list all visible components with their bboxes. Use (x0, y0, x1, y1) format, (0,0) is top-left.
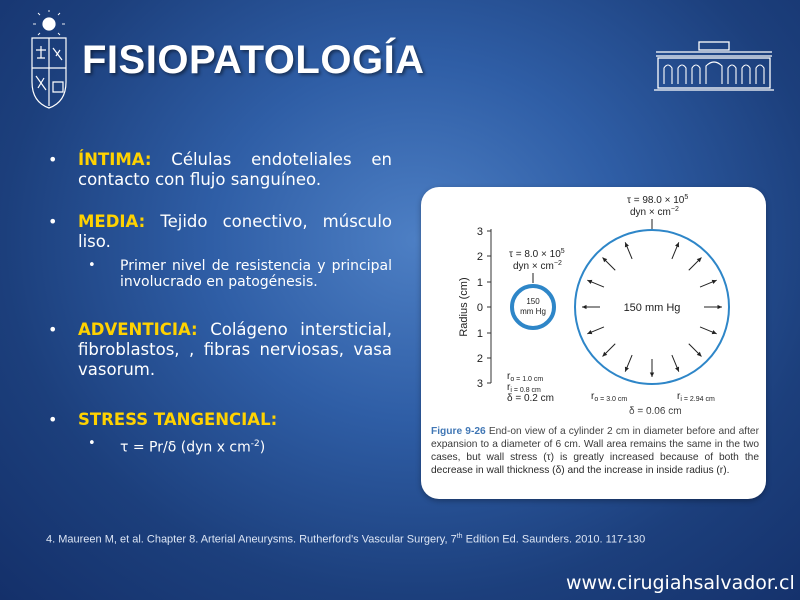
formula-exponent: -2 (250, 439, 260, 449)
bullet-keyword: ÍNTIMA: (78, 150, 152, 169)
figure-reflection (421, 410, 766, 500)
sub-bullet-resistance: • Primer nivel de resistencia y principal involucrado en patogénesis. (120, 258, 392, 290)
y-tick-label: 2 (476, 353, 483, 365)
bullet-text: Tejido conectivo, músculo liso. (78, 212, 393, 251)
large-pressure: 150 mm Hg (623, 302, 681, 314)
y-tick-label: 3 (476, 226, 483, 238)
figure-caption-text: End-on view of a cylinder 2 cm in diameter before and after expansion to a diameter of 6 cm. Wall area remains the same in the two cases, but wall stress (τ) is greatly increased because of both the decrease in wall thickness (δ) and the increase in inside radius (r). (431, 426, 759, 476)
small-tau-label: $\tau = 8.0 \times 10^5$ (509, 248, 565, 260)
pressure-arrow-head (650, 372, 654, 377)
cylinder-diagram (421, 187, 766, 427)
bullet-media (46, 212, 392, 290)
y-tick-label: 3 (476, 378, 483, 390)
pressure-arrow-head (582, 305, 587, 309)
y-tick-label: 2 (476, 251, 483, 263)
bullet-intima (46, 150, 392, 190)
small-delta: δ = 0.2 cm (507, 393, 554, 404)
figure-label: Figure 9-26 (431, 426, 486, 437)
website-url: www.cirugiahsalvador.cl (566, 572, 795, 594)
y-tick-label: 0 (476, 302, 483, 314)
bullet-keyword: STRESS TANGENCIAL: (78, 410, 278, 429)
reference-citation: 4. Maureen M, et al. Chapter 8. Arterial Aneurysms. Rutherford's Vascular Surgery, 7th Edition Ed. Saunders. 2010. 117-130 (46, 533, 646, 546)
university-crest-logo (26, 10, 72, 110)
small-pressure-value: 150 (526, 297, 540, 306)
y-tick-label: 1 (476, 277, 483, 289)
small-ri: $r_{i = 0.8 cm}$ (507, 382, 541, 394)
pressure-arrow-head (717, 305, 722, 309)
y-tick-label: 1 (476, 328, 483, 340)
sub-bullet-formula (120, 436, 392, 456)
bullet-keyword: ADVENTICIA: (78, 320, 198, 339)
bullet-stress-tangencial (46, 410, 392, 456)
large-tau-unit: dyn × $cm^{-2}$ (630, 206, 679, 218)
large-ro: $r_{o = 3.0 cm}$ (591, 391, 628, 403)
large-delta: δ = 0.06 cm (629, 406, 682, 417)
bullet-text: Colágeno intersticial, fibroblastos, , fibras nerviosas, vasa vasorum. (78, 320, 392, 379)
bullet-adventicia (46, 320, 392, 380)
bullet-keyword: MEDIA: (78, 212, 146, 231)
large-ri: $r_{i = 2.94 cm}$ (677, 391, 715, 403)
small-tau-unit: dyn × $cm^{-2}$ (513, 260, 562, 272)
y-axis-label: Radius (cm) (458, 277, 470, 337)
small-pressure-unit: mm Hg (520, 307, 546, 316)
bullet-text: Células endoteliales en contacto con flujo sanguíneo. (78, 150, 393, 189)
slide-title: FISIOPATOLOGÍA (82, 38, 425, 82)
hospital-building-logo (654, 40, 774, 92)
large-tau-label: $\tau = 98.0 \times 10^5$ (627, 194, 689, 206)
formula-text: τ = Pr/δ (dyn x cm (120, 439, 251, 456)
small-ro: $r_{o = 1.0 cm}$ (507, 371, 544, 383)
bullet-list (46, 150, 392, 478)
formula-close: ) (259, 439, 266, 456)
